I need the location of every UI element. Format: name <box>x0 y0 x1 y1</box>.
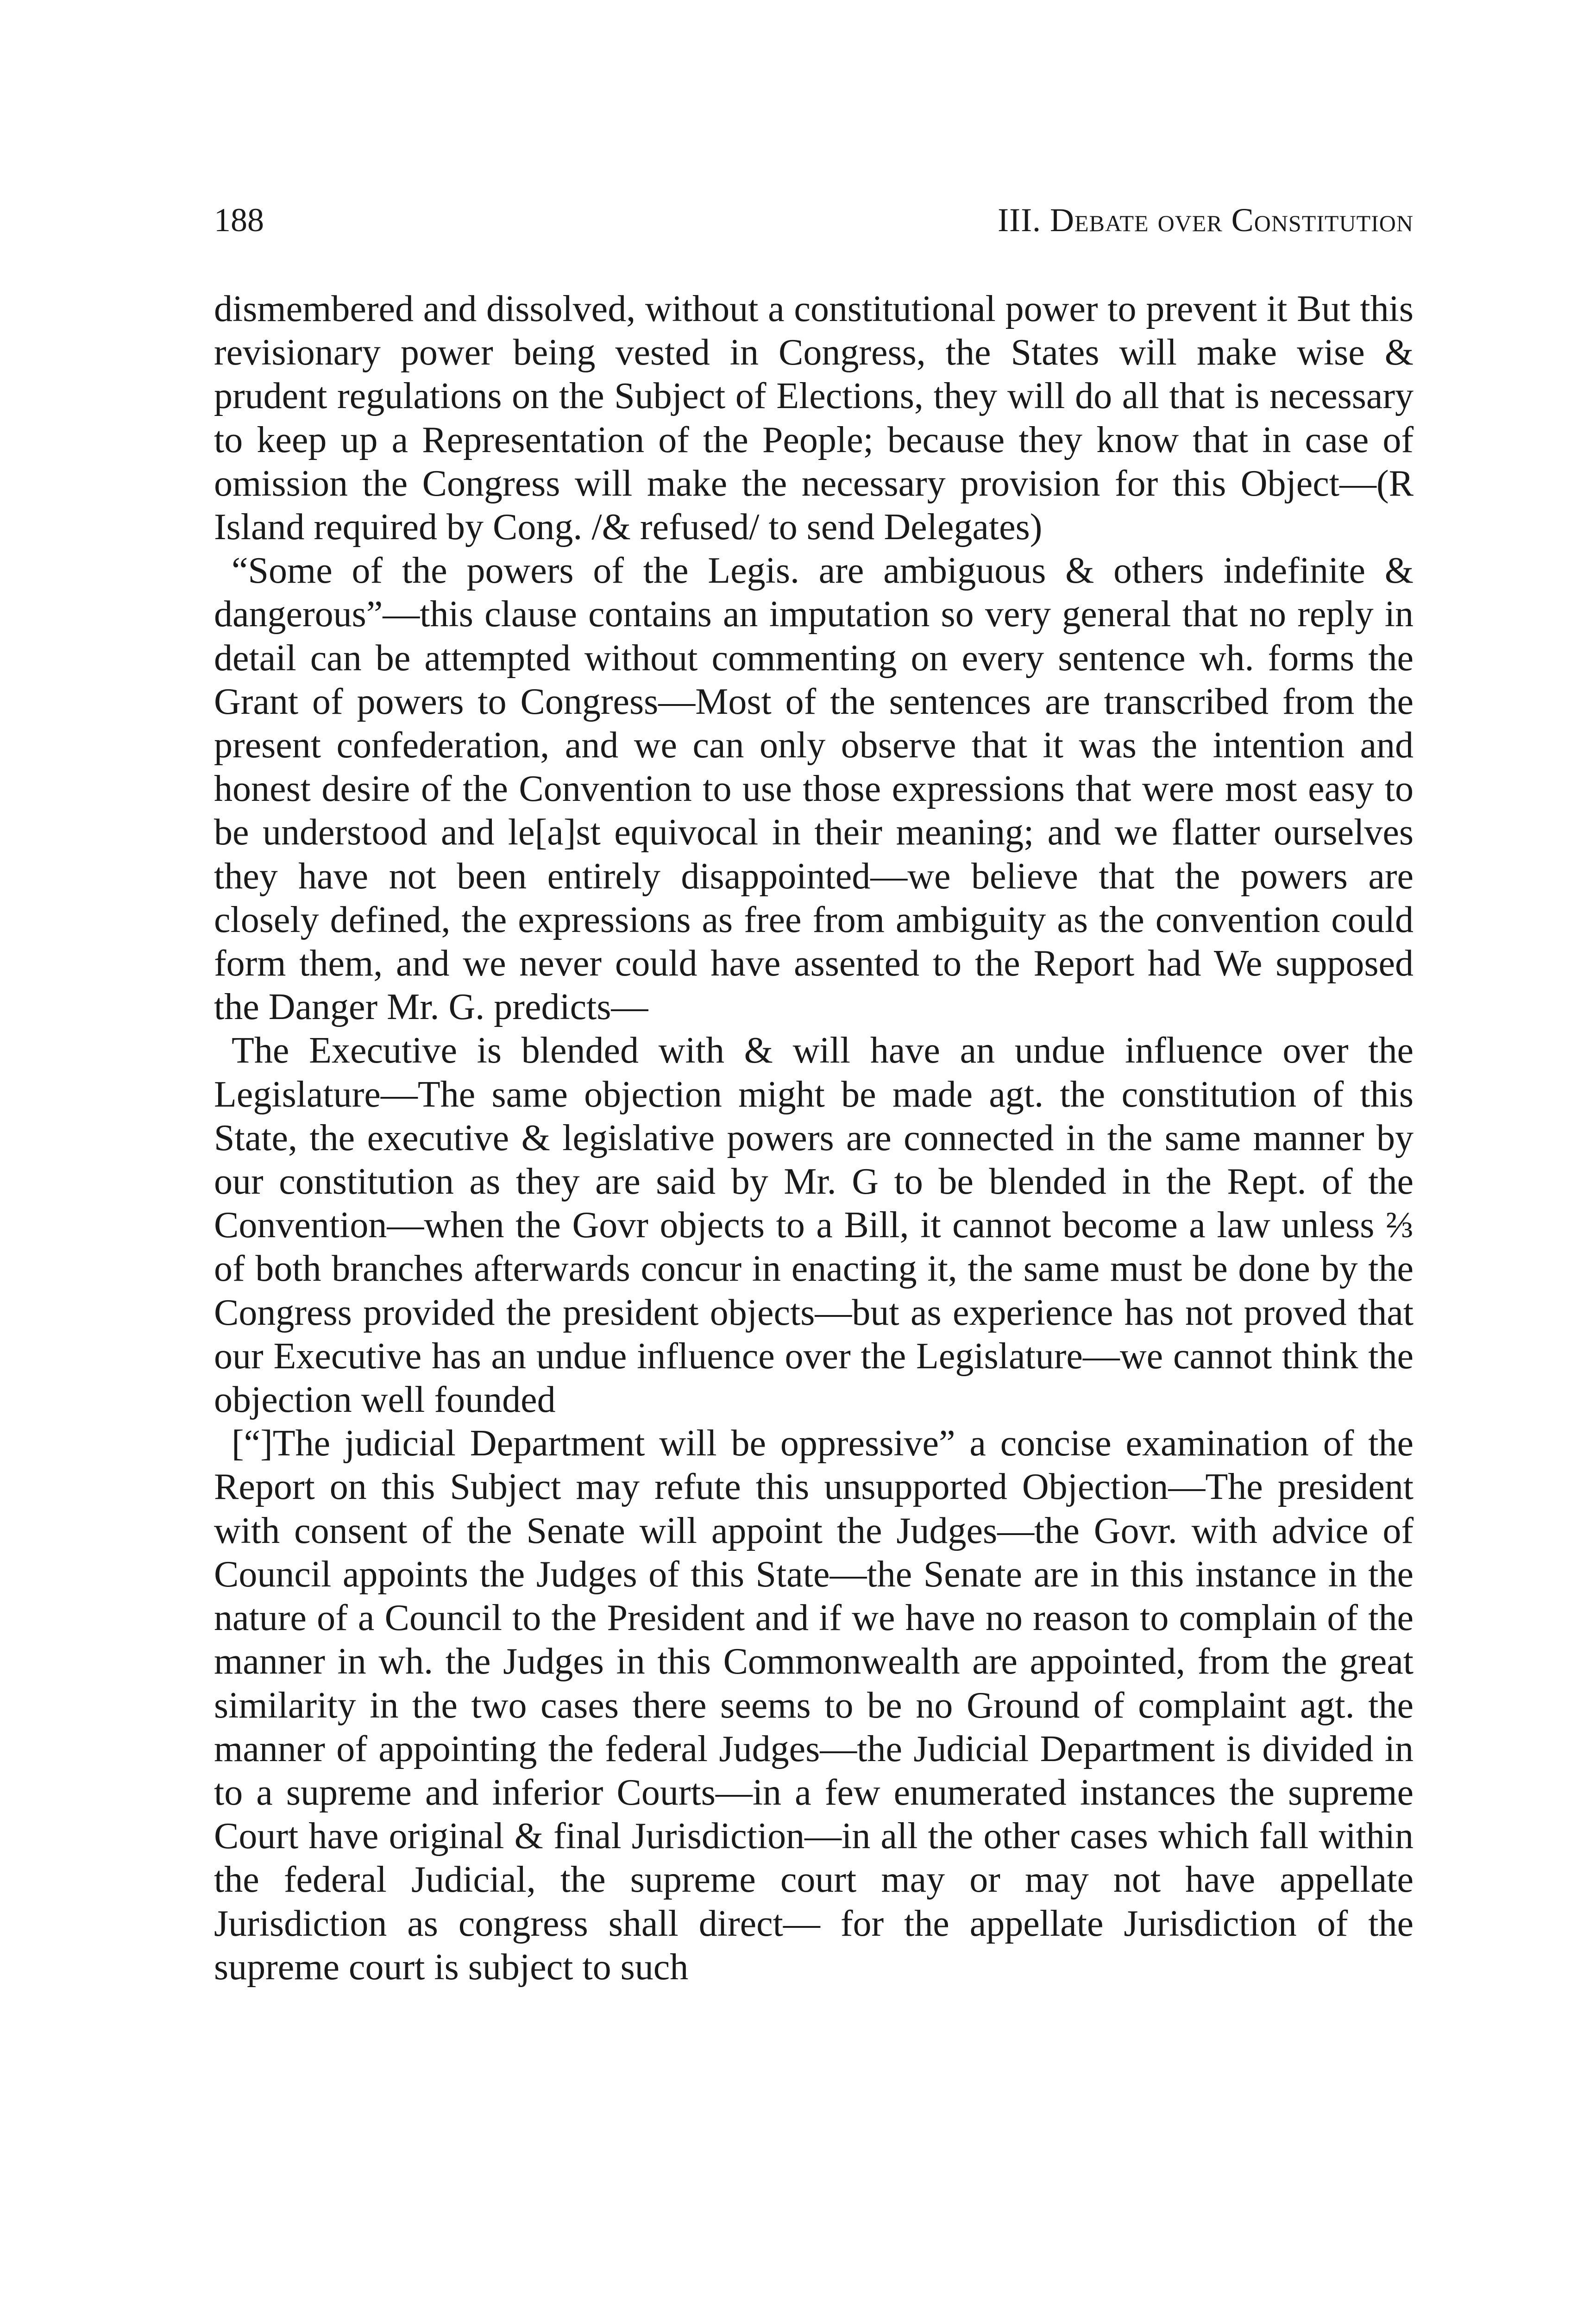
paragraph-powers-ambiguous: “Some of the powers of the Legis. are ambiguous & others indefinite & dangerous”—this clause contains an imputation so very general that no reply in detail can be attempted without commenting on every sentence wh. forms the Grant of powers to Congress—Most of the sentences are transcribed from the present confederation, and we can only observe that it was the intention and honest desire of the Convention to use those expressions that were most easy to be understood and le[a]st equivocal in their meaning; and we flatter ourselves they have not been entirely disappointed—we believe that the powers are closely defined, the expressions as free from ambiguity as the convention could form them, and we never could have assented to the Report had We supposed the Danger Mr. G. predicts— <box>214 550 1414 1028</box>
body-text <box>214 287 1414 1989</box>
running-head <box>214 195 1414 245</box>
paragraph-executive-blended: The Executive is blended with & will have an undue influence over the Legislature—The same objection might be made agt. the constitution of this State, the executive & legislative powers are connected in the same manner by our constitution as they are said by Mr. G to be blended in the Rept. of the Convention—when the Govr objects to a Bill, it cannot become a law unless ⅔ of both branches afterwards concur in enacting it, the same must be done by the Congress provided the president objects—but as experience has not proved that our Executive has an undue influence over the Legislature—we cannot think the objection well founded <box>214 1030 1414 1421</box>
running-title: III. Debate over Constitution <box>998 201 1414 239</box>
page-number: 188 <box>214 201 264 239</box>
paragraph-judicial-department: [“]The judicial Department will be oppressive” a concise examination of the Report on this Subject may refute this unsupported Objection—The president with consent of the Senate will appoint the Judges—the Govr. with advice of Council appoints the Judges of this State—the Senate are in this instance in the nature of a Council to the President and if we have no reason to complain of the manner in wh. the Judges in this Commonwealth are appointed, from the great similarity in the two cases there seems to be no Ground of complaint agt. the manner of appointing the federal Judges—the Judicial Department is divided in to a supreme and inferior Courts—in a few enumerated instances the supreme Court have original & final Jurisdiction—in all the other cases which fall within the federal Judicial, the supreme court may or may not have appellate Jurisdiction as congress shall direct— for the appellate Jurisdiction of the supreme court is subject to such <box>214 1423 1414 1988</box>
paragraph-elections: dismembered and dissolved, without a constitutional power to prevent it But this revisionary power being vested in Congress, the States will make wise & prudent regulations on the Subject of Elections, they will do all that is necessary to keep up a Representation of the People; because they know that in case of omission the Congress will make the necessary provision for this Object—(R Island required by Cong. /& refused/ to send Delegates) <box>214 289 1414 548</box>
